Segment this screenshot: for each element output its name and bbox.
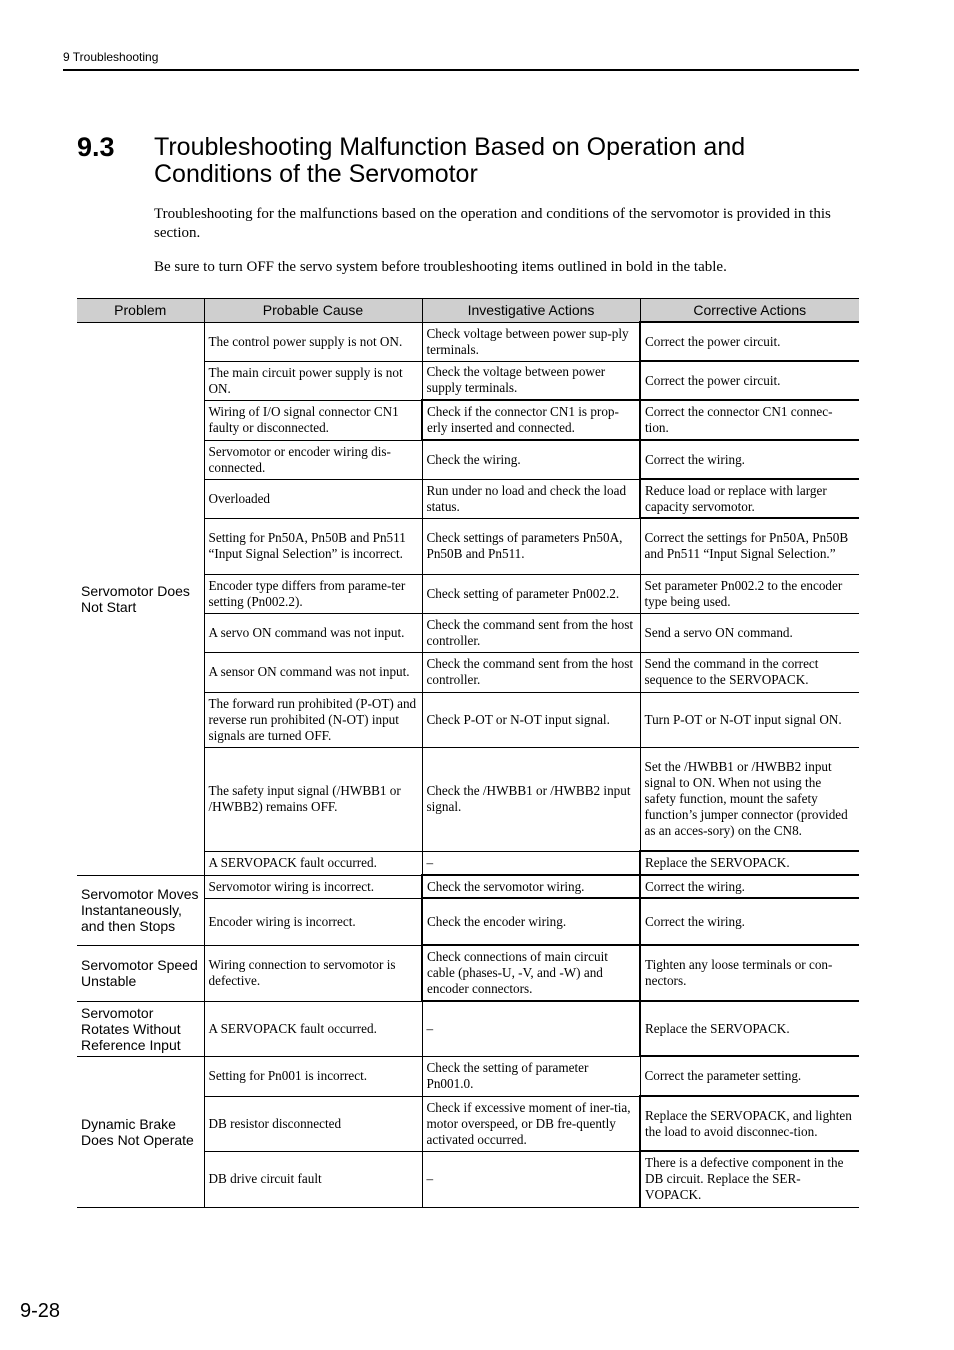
cause-cell: A servo ON command was not input. (204, 613, 422, 652)
cause-cell: DB drive circuit fault (204, 1151, 422, 1207)
cause-cell: Encoder type differs from parame-ter setting (Pn002.2). (204, 574, 422, 613)
correct-cell: Set the /HWBB1 or /HWBB2 input signal to ON. When not using the safety function, mount the safety function’s jumper connector (provided as an acces-sory) on the CN8. (640, 747, 859, 851)
cause-cell: Setting for Pn50A, Pn50B and Pn511 “Input Signal Selection” is incorrect. (204, 518, 422, 574)
header-investigative-actions: Investigative Actions (422, 299, 640, 323)
correct-cell: Correct the wiring. (640, 898, 859, 945)
investigate-cell: Check voltage between power sup-ply terminals. (422, 322, 640, 361)
correct-cell: Correct the parameter setting. (640, 1056, 859, 1096)
investigate-cell: Check the /HWBB1 or /HWBB2 input signal. (422, 747, 640, 851)
cause-cell: Setting for Pn001 is incorrect. (204, 1056, 422, 1096)
cause-cell: Wiring connection to servomotor is defective. (204, 945, 422, 1001)
cause-cell: The safety input signal (/HWBB1 or /HWBB2) remains OFF. (204, 747, 422, 851)
table-row (77, 1001, 859, 1056)
investigate-cell: – (422, 1151, 640, 1207)
investigate-cell: Check if the connector CN1 is prop-erly inserted and connected. (422, 400, 640, 440)
investigate-cell: Check the setting of parameter Pn001.0. (422, 1056, 640, 1096)
correct-cell: Replace the SERVOPACK, and lighten the load to avoid disconnec-tion. (640, 1096, 859, 1151)
correct-cell: Correct the wiring. (640, 440, 859, 479)
table-row (77, 875, 859, 898)
investigate-cell: Check the voltage between power supply terminals. (422, 361, 640, 400)
table-row (77, 945, 859, 1001)
cause-cell: A SERVOPACK fault occurred. (204, 851, 422, 875)
investigate-cell: Check the command sent from the host controller. (422, 652, 640, 692)
cause-cell: A SERVOPACK fault occurred. (204, 1001, 422, 1056)
investigate-cell: Check setting of parameter Pn002.2. (422, 574, 640, 613)
cause-cell: The control power supply is not ON. (204, 322, 422, 361)
correct-cell: Replace the SERVOPACK. (640, 1001, 859, 1056)
table-row (77, 322, 859, 361)
cause-cell: The main circuit power supply is not ON. (204, 361, 422, 400)
investigate-cell: Check the wiring. (422, 440, 640, 479)
section-number: 9.3 (77, 132, 115, 162)
problem-cell: Servomotor Moves Instantaneously, and then Stops (77, 875, 204, 945)
investigate-cell: Check the encoder wiring. (422, 898, 640, 945)
problem-cell: Servomotor Does Not Start (77, 322, 204, 875)
intro-paragraph-1: Troubleshooting for the malfunctions based on the operation and conditions of the servomotor is provided in this section. (154, 206, 831, 241)
header-probable-cause: Probable Cause (204, 299, 422, 323)
correct-cell: Send the command in the correct sequence to the SERVOPACK. (640, 652, 859, 692)
intro-paragraph-2: Be sure to turn OFF the servo system before troubleshooting items outlined in bold in the table. (154, 259, 727, 275)
investigate-cell: Check P-OT or N-OT input signal. (422, 692, 640, 747)
correct-cell: Correct the power circuit. (640, 361, 859, 400)
problem-cell: Dynamic Brake Does Not Operate (77, 1056, 204, 1207)
investigate-cell: Check settings of parameters Pn50A, Pn50B and Pn511. (422, 518, 640, 574)
correct-cell: Correct the connector CN1 connec-tion. (640, 400, 859, 440)
header-corrective-actions: Corrective Actions (640, 299, 859, 323)
troubleshooting-table (77, 298, 859, 1208)
correct-cell: Reduce load or replace with larger capacity servomotor. (640, 479, 859, 518)
correct-cell: Correct the power circuit. (640, 322, 859, 361)
correct-cell: Correct the settings for Pn50A, Pn50B and Pn511 “Input Signal Selection.” (640, 518, 859, 574)
investigate-cell: – (422, 851, 640, 875)
problem-cell: Servomotor Rotates Without Reference Input (77, 1001, 204, 1056)
running-head: 9 Troubleshooting (63, 50, 159, 64)
cause-cell: Encoder wiring is incorrect. (204, 898, 422, 945)
correct-cell: Set parameter Pn002.2 to the encoder type being used. (640, 574, 859, 613)
page-number: 9-28 (20, 1300, 61, 1322)
cause-cell: DB resistor disconnected (204, 1096, 422, 1151)
investigate-cell: – (422, 1001, 640, 1056)
investigate-cell: Run under no load and check the load status. (422, 479, 640, 518)
cause-cell: Servomotor or encoder wiring dis-connected. (204, 440, 422, 479)
correct-cell: Correct the wiring. (640, 875, 859, 898)
problem-cell: Servomotor Speed Unstable (77, 945, 204, 1001)
investigate-cell: Check if excessive moment of iner-tia, motor overspeed, or DB fre-quently activated occurred. (422, 1096, 640, 1151)
investigate-cell: Check connections of main circuit cable (phases-U, -V, and -W) and encoder connectors. (422, 945, 640, 1001)
investigate-cell: Check the command sent from the host controller. (422, 613, 640, 652)
cause-cell: Servomotor wiring is incorrect. (204, 875, 422, 898)
table-row (77, 1056, 859, 1096)
section-title: Troubleshooting Malfunction Based on Operation and Conditions of the Servomotor (154, 133, 746, 188)
cause-cell: Wiring of I/O signal connector CN1 faulty or disconnected. (204, 400, 422, 440)
table-header-row (77, 299, 859, 323)
correct-cell: Send a servo ON command. (640, 613, 859, 652)
investigate-cell: Check the servomotor wiring. (422, 875, 640, 898)
cause-cell: A sensor ON command was not input. (204, 652, 422, 692)
correct-cell: Turn P-OT or N-OT input signal ON. (640, 692, 859, 747)
correct-cell: Tighten any loose terminals or con-nectors. (640, 945, 859, 1001)
header-rule (63, 69, 859, 71)
header-problem: Problem (77, 299, 204, 323)
correct-cell: Replace the SERVOPACK. (640, 851, 859, 875)
correct-cell: There is a defective component in the DB circuit. Replace the SER-VOPACK. (640, 1151, 859, 1207)
cause-cell: Overloaded (204, 479, 422, 518)
cause-cell: The forward run prohibited (P-OT) and reverse run prohibited (N-OT) input signals are turned OFF. (204, 692, 422, 747)
